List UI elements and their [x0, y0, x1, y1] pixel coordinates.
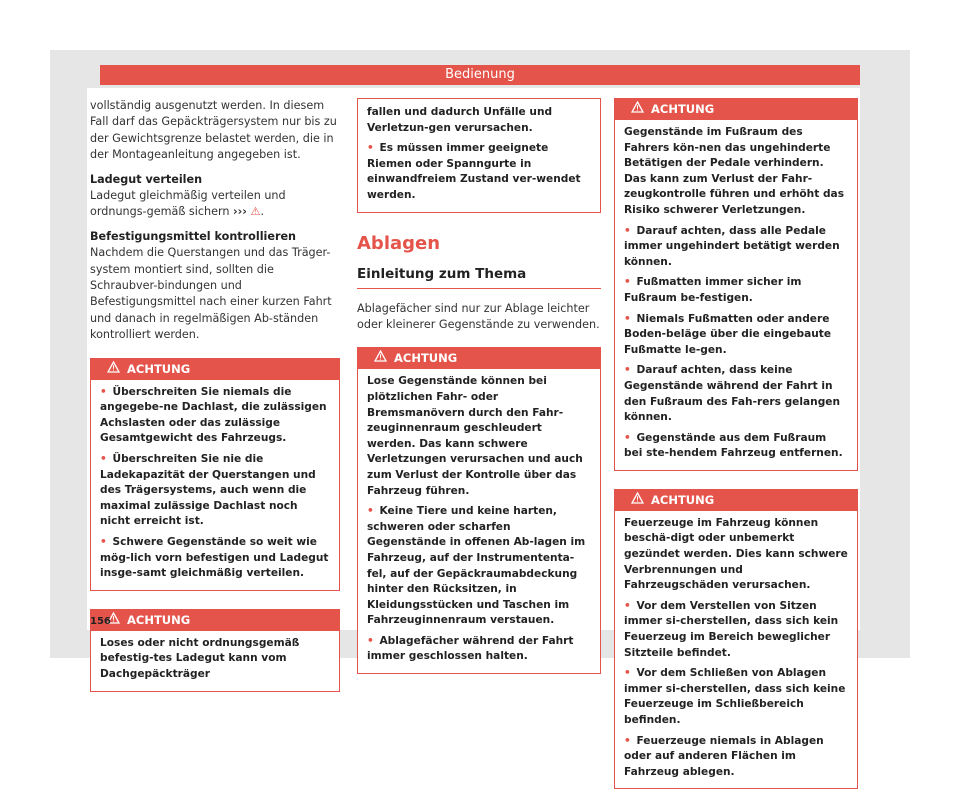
warning-item [624, 275, 848, 306]
warning-item [624, 734, 848, 781]
warning-label: ACHTUNG [651, 102, 715, 116]
warning-item [100, 535, 330, 582]
warning-item-text: Keine Tiere und keine harten, schweren oder scharfen Gegenstände in offenen Ab-lagen im Fahrzeug, auf der Instrumententa-fel, auf der Gepäckraumabdeckung hinter den Rücksitzen, in Kleidungsstücken und Taschen im Fahrzeuginnenraum verstauen. [367, 505, 586, 627]
bullet-icon: • [367, 142, 374, 155]
warning-item-text: Überschreiten Sie nie die Ladekapazität der Querstangen und des Trägersystems, auch wenn die maximal zulässige Dachlast noch nicht erreicht ist. [100, 453, 316, 528]
warning-item [624, 599, 848, 661]
bullet-icon: • [624, 734, 631, 747]
warning-header [91, 359, 339, 380]
cross-reference-arrows[interactable]: ››› [233, 205, 247, 219]
befestigung-paragraph: Nachdem die Querstangen und das Träger-system montiert sind, sollten die Schraubver-bindungen und Befestigungsmittel nach einer kurzen Fahrt und danach in regelmäßigen Ab-ständen kontrolliert werden. [90, 246, 332, 342]
warning-item-text: Vor dem Schließen von Ablagen immer si-cherstellen, dass sich keine Feuerzeuge im Schließbereich befinden. [624, 667, 846, 726]
heading-ladegut: Ladegut verteilen [90, 172, 203, 186]
warning-item-text: Niemals Fußmatten oder andere Boden-beläge über die eingebaute Fußmatte le-gen. [624, 312, 832, 356]
warning-triangle-icon [374, 348, 388, 369]
bullet-icon: • [624, 431, 631, 444]
warning-item [624, 666, 848, 728]
warning-item [367, 504, 591, 629]
warning-text: Gegenstände im Fußraum des Fahrers kön-nen das ungehinderte Betätigen der Pedale verhindern. Das kann zum Verlust der Fahr-zeugkontrolle führen und erhöht das Risiko schwerer Verletzungen. [624, 126, 845, 216]
warning-item-text: Überschreiten Sie niemals die angegebe-ne Dachlast, die zulässigen Achslasten oder das zulässige Gesamtgewicht des Fahrzeugs. [100, 385, 327, 445]
warning-label: ACHTUNG [127, 361, 191, 376]
bullet-icon: • [624, 667, 631, 680]
warning-item-text: Ablagefächer während der Fahrt immer geschlossen halten. [367, 634, 574, 663]
bullet-icon: • [624, 224, 631, 237]
column-2 [357, 98, 601, 674]
warning-item-text: Es müssen immer geeignete Riemen oder Spanngurte in einwandfreiem Zustand ver-wendet werden. [367, 142, 581, 201]
ladegut-text: Ladegut gleichmäßig verteilen und ordnungs-gemäß sichern [90, 189, 286, 219]
warning-text: fallen und dadurch Unfälle und Verletzun-gen verursachen. [367, 106, 553, 134]
warning-item [100, 385, 330, 447]
ladegut-paragraph [90, 188, 340, 221]
warning-body [615, 120, 857, 470]
warning-box-loose-cargo [90, 609, 340, 692]
warning-item-text: Gegenstände aus dem Fußraum bei ste-hendem Fahrzeug entfernen. [624, 431, 843, 460]
warning-body [615, 511, 857, 789]
warning-body [358, 369, 600, 673]
bullet-icon: • [367, 505, 374, 518]
warning-label: ACHTUNG [127, 612, 191, 627]
warning-box-loose-items [357, 347, 601, 674]
subsection-title: Einleitung zum Thema [357, 266, 601, 289]
ablagen-intro: Ablagefächer sind nur zur Ablage leichter oder kleinerer Gegenstände zu verwenden. [357, 301, 600, 331]
warning-item [624, 431, 848, 462]
bullet-icon: • [624, 312, 631, 325]
bullet-icon: • [624, 599, 631, 612]
warning-reference-icon[interactable]: ⚠ [250, 205, 261, 219]
warning-header [91, 610, 339, 631]
warning-item [624, 312, 848, 359]
warning-item-text: Darauf achten, dass alle Pedale immer ungehindert betätigt werden können. [624, 224, 840, 268]
warning-item [624, 363, 848, 425]
ref-end: . [260, 205, 265, 219]
warning-item [624, 224, 848, 271]
column-1 [90, 98, 340, 692]
warning-box-footwell [614, 98, 858, 471]
warning-item-text: Feuerzeuge niemals in Ablagen oder auf anderen Flächen im Fahrzeug ablegen. [624, 734, 824, 778]
intro-paragraph: vollständig ausgenutzt werden. In diesem Fall darf das Gepäckträgersystem nur bis zu der Gewichtsgrenze belastet werden, die in der Montageanleitung angegeben ist. [90, 99, 337, 162]
warning-item [100, 452, 330, 530]
warning-item [367, 141, 591, 203]
bullet-icon: • [624, 276, 631, 289]
warning-box-continued [357, 98, 601, 213]
warning-label: ACHTUNG [651, 492, 715, 507]
warning-body [358, 99, 600, 212]
warning-box-lighters [614, 489, 858, 789]
section-title: Ablagen [357, 232, 441, 254]
warning-text: Lose Gegenstände können bei plötzlichen Fahr- oder Bremsmanövern durch den Fahr-zeuginnenraum geschleudert werden. Das kann schwere Verletzungen verursachen und auch zum Verlust der Kontrolle über das Fahrzeug führen. [367, 375, 583, 497]
bullet-icon: • [100, 453, 107, 466]
warning-triangle-icon [631, 99, 645, 120]
warning-label: ACHTUNG [394, 351, 458, 366]
warning-body [91, 631, 339, 691]
heading-befestigungsmittel: Befestigungsmittel kontrollieren [90, 229, 297, 243]
warning-body [91, 380, 339, 590]
page-number: 156 [90, 616, 111, 627]
warning-item-text: Fußmatten immer sicher im Fußraum be-festigen. [624, 276, 802, 304]
warning-item-text: Vor dem Verstellen von Sitzen immer si-cherstellen, dass sich kein Feuerzeug im Bereich beweglicher Sitzteile befindet. [624, 599, 839, 659]
warning-box-roof-load [90, 358, 340, 591]
column-3 [614, 98, 858, 789]
warning-header [358, 348, 600, 369]
warning-item-text: Darauf achten, dass keine Gegenstände während der Fahrt in den Fußraum des Fah-rers gelangen können. [624, 364, 841, 424]
warning-triangle-icon [107, 359, 121, 380]
warning-header [615, 490, 857, 511]
warning-text: Loses oder nicht ordnungsgemäß befestig-tes Ladegut kann vom Dachgepäckträger [100, 636, 300, 680]
warning-triangle-icon [631, 490, 645, 511]
warning-header [615, 99, 857, 120]
bullet-icon: • [100, 536, 107, 549]
bullet-icon: • [367, 634, 374, 647]
section-header: Bedienung [100, 65, 860, 85]
warning-text: Feuerzeuge im Fahrzeug können beschä-digt oder unbemerkt gezündet werden. Dies kann schwere Verbrennungen und Fahrzeugschäden verursachen. [624, 516, 848, 592]
bullet-icon: • [624, 364, 631, 377]
bullet-icon: • [100, 385, 107, 398]
warning-item [367, 634, 591, 665]
warning-item-text: Schwere Gegenstände so weit wie mög-lich vorn befestigen und Ladegut insge-samt gleichmäßig verteilen. [100, 536, 329, 580]
